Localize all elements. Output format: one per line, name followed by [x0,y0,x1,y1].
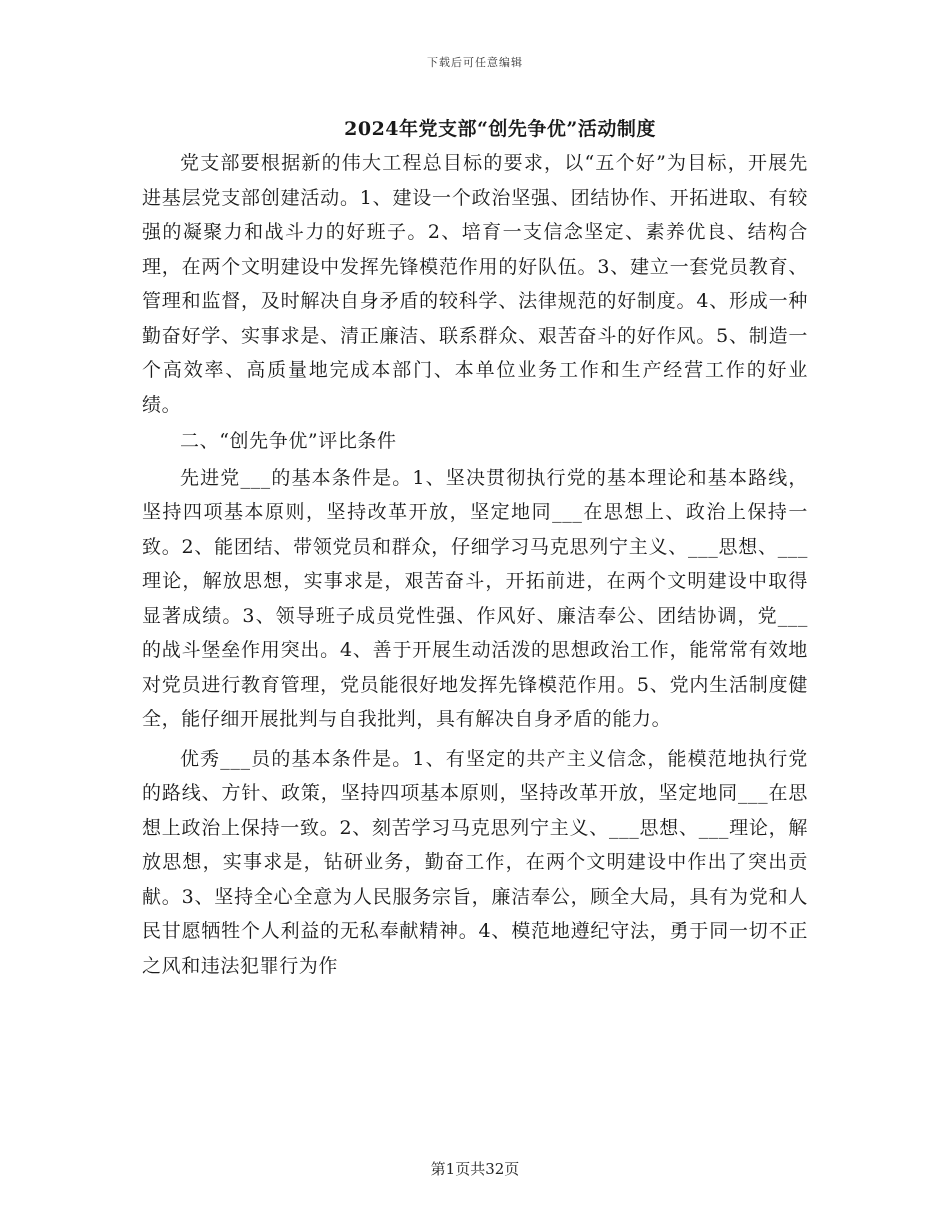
page-number: 第1页共32页 [430,1160,520,1178]
document-body [142,146,808,983]
section-heading: 二、“创先争优”评比条件 [180,430,397,452]
header-note: 下载后可任意编辑 [427,56,523,69]
paragraph-excellent-member: 优秀___员的基本条件是。1、有坚定的共产主义信念，能模范地执行党的路线、方针、政策，坚持四项基本原则，坚持改革开放，坚定地同___在思想上政治上保持一致。2、刻苦学习马克思列宁主义、___思想、___理论，解放思想，实事求是，钻研业务，勤奋工作，在两个文明建设中作出了突出贡献。3、坚持全心全意为人民服务宗旨，廉洁奉公，顾全大局，具有为党和人民甘愿牺牲个人利益的无私奉献精神。4、模范地遵纪守法，勇于同一切不正之风和违法犯罪行为作 [142,747,808,977]
page-title: 2024年党支部“创先争优”活动制度 [344,118,656,140]
paragraph-advanced-branch: 先进党___的基本条件是。1、坚决贯彻执行党的基本理论和基本路线，坚持四项基本原则，坚持改革开放，坚定地同___在思想上、政治上保持一致。2、能团结、带领党员和群众，仔细学习马克思列宁主义、___思想、___理论，解放思想，实事求是，艰苦奋斗，开拓前进，在两个文明建设中取得显著成绩。3、领导班子成员党性强、作风好、廉洁奉公、团结协调，党___的战斗堡垒作用突出。4、善于开展生动活泼的思想政治工作，能常常有效地对党员进行教育管理，党员能很好地发挥先锋模范作用。5、党内生活制度健全，能仔细开展批判与自我批判，具有解决自身矛盾的能力。 [142,466,808,730]
paragraph-intro: 党支部要根据新的伟大工程总目标的要求，以“五个好”为目标，开展先进基层党支部创建活动。1、建设一个政治坚强、团结协作、开拓进取、有较强的凝聚力和战斗力的好班子。2、培育一支信念坚定、素养优良、结构合理，在两个文明建设中发挥先锋模范作用的好队伍。3、建立一套党员教育、管理和监督，及时解决自身矛盾的较科学、法律规范的好制度。4、形成一种勤奋好学、实事求是、清正廉洁、联系群众、艰苦奋斗的好作风。5、制造一个高效率、高质量地完成本部门、本单位业务工作和生产经营工作的好业绩。 [142,152,808,416]
